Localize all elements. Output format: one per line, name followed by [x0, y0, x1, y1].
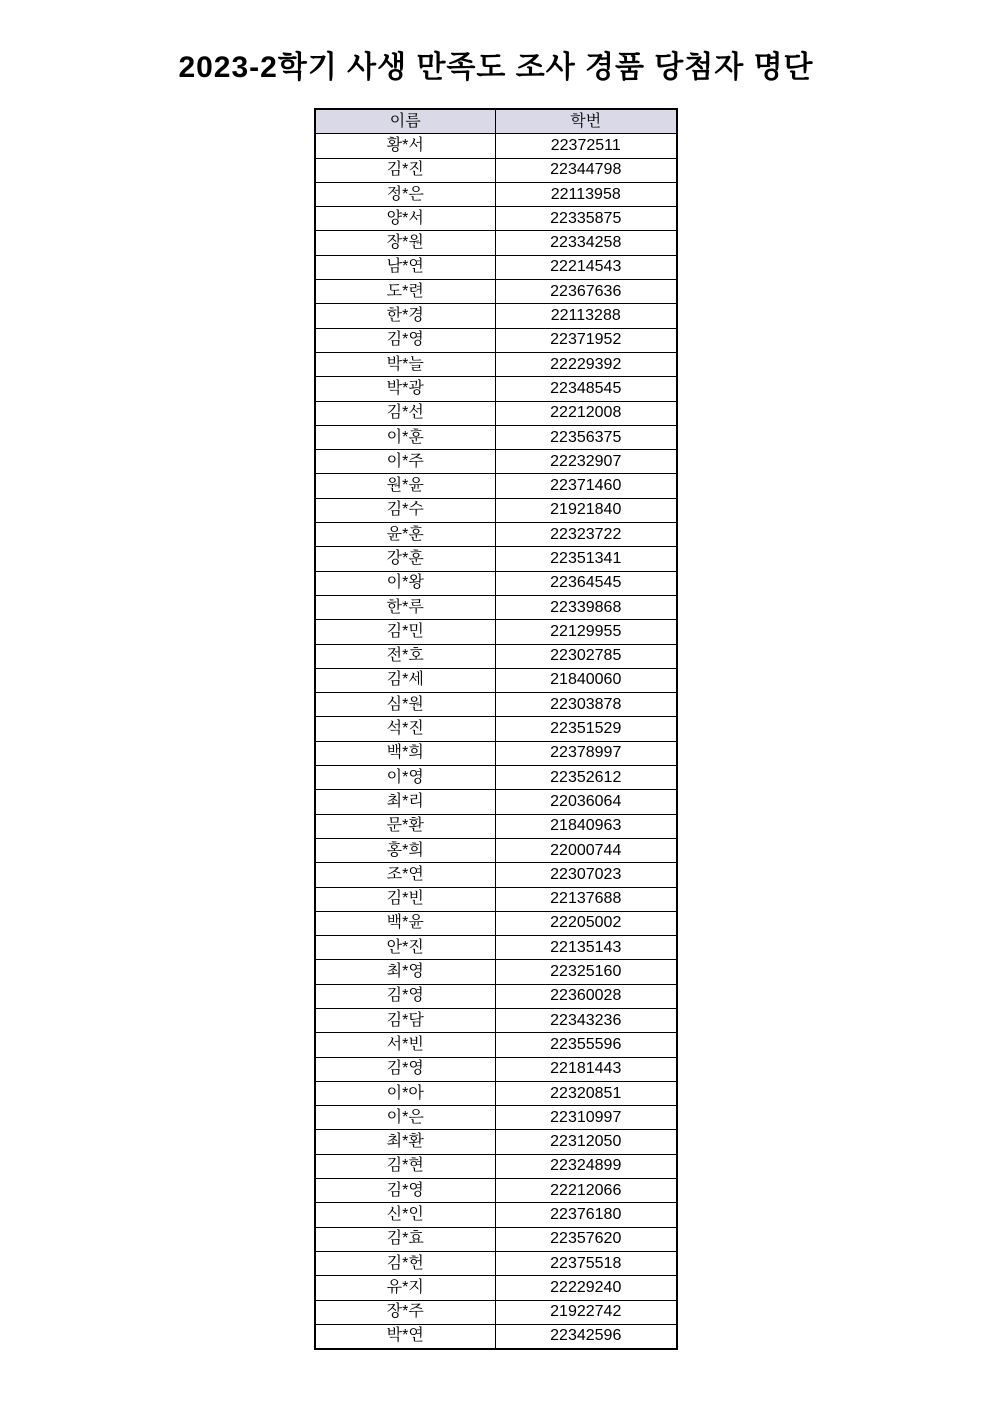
- table-row: [315, 887, 677, 911]
- name-cell: 장*원: [315, 231, 495, 255]
- table-row: [315, 304, 677, 328]
- student-id-cell: 22303878: [495, 693, 677, 717]
- student-id-cell: 22212066: [495, 1179, 677, 1203]
- student-id-cell: 22344798: [495, 158, 677, 182]
- table-row: [315, 1130, 677, 1154]
- name-cell: 김*담: [315, 1008, 495, 1032]
- student-id-cell: 22320851: [495, 1081, 677, 1105]
- student-id-cell: 22367636: [495, 280, 677, 304]
- table-row: [315, 620, 677, 644]
- student-id-cell: 22351341: [495, 547, 677, 571]
- name-cell: 김*선: [315, 401, 495, 425]
- name-cell: 김*영: [315, 1179, 495, 1203]
- student-id-cell: 22360028: [495, 984, 677, 1008]
- name-cell: 백*윤: [315, 911, 495, 935]
- student-id-cell: 22335875: [495, 207, 677, 231]
- name-cell: 도*련: [315, 280, 495, 304]
- table-row: [315, 717, 677, 741]
- student-id-cell: 22307023: [495, 863, 677, 887]
- student-id-cell: 22324899: [495, 1154, 677, 1178]
- table-body: [315, 134, 677, 1349]
- table-row: [315, 1300, 677, 1324]
- table-row: [315, 182, 677, 206]
- name-cell: 강*훈: [315, 547, 495, 571]
- student-id-cell: 22323722: [495, 523, 677, 547]
- table-header: [315, 109, 677, 134]
- name-cell: 김*현: [315, 1154, 495, 1178]
- name-cell: 홍*희: [315, 838, 495, 862]
- name-cell: 최*리: [315, 790, 495, 814]
- name-cell: 서*빈: [315, 1033, 495, 1057]
- header-row: [315, 109, 677, 134]
- student-id-cell: 22355596: [495, 1033, 677, 1057]
- name-cell: 이*훈: [315, 425, 495, 449]
- table-row: [315, 1179, 677, 1203]
- student-id-cell: 22312050: [495, 1130, 677, 1154]
- name-cell: 이*영: [315, 766, 495, 790]
- name-cell: 김*민: [315, 620, 495, 644]
- student-id-cell: 22325160: [495, 960, 677, 984]
- name-cell: 박*늘: [315, 352, 495, 376]
- name-cell: 김*영: [315, 328, 495, 352]
- name-cell: 조*연: [315, 863, 495, 887]
- student-id-cell: 22343236: [495, 1008, 677, 1032]
- student-id-cell: 22036064: [495, 790, 677, 814]
- student-id-cell: 21922742: [495, 1300, 677, 1324]
- name-cell: 김*진: [315, 158, 495, 182]
- student-id-cell: 22348545: [495, 377, 677, 401]
- student-id-cell: 22181443: [495, 1057, 677, 1081]
- name-cell: 황*서: [315, 134, 495, 158]
- table-row: [315, 571, 677, 595]
- student-id-cell: 22342596: [495, 1324, 677, 1349]
- table-row: [315, 425, 677, 449]
- student-id-cell: 22371460: [495, 474, 677, 498]
- winners-table: [314, 108, 678, 1350]
- name-cell: 신*인: [315, 1203, 495, 1227]
- student-id-cell: 22334258: [495, 231, 677, 255]
- table-row: [315, 474, 677, 498]
- column-header-student-id: 학번: [495, 109, 677, 134]
- table-row: [315, 1276, 677, 1300]
- name-cell: 김*헌: [315, 1251, 495, 1275]
- table-row: [315, 450, 677, 474]
- table-row: [315, 936, 677, 960]
- student-id-cell: 22339868: [495, 595, 677, 619]
- table-row: [315, 790, 677, 814]
- student-id-cell: 22205002: [495, 911, 677, 935]
- name-cell: 최*환: [315, 1130, 495, 1154]
- student-id-cell: 21840060: [495, 668, 677, 692]
- student-id-cell: 22357620: [495, 1227, 677, 1251]
- table-row: [315, 1154, 677, 1178]
- student-id-cell: 21840963: [495, 814, 677, 838]
- name-cell: 한*루: [315, 595, 495, 619]
- student-id-cell: 22129955: [495, 620, 677, 644]
- student-id-cell: 22135143: [495, 936, 677, 960]
- name-cell: 전*호: [315, 644, 495, 668]
- page-title: 2023-2학기 사생 만족도 조사 경품 당첨자 명단: [178, 51, 814, 84]
- table-row: [315, 523, 677, 547]
- student-id-cell: 22113958: [495, 182, 677, 206]
- name-cell: 문*환: [315, 814, 495, 838]
- student-id-cell: 22364545: [495, 571, 677, 595]
- table-row: [315, 547, 677, 571]
- table-row: [315, 1008, 677, 1032]
- table-row: [315, 352, 677, 376]
- name-cell: 유*지: [315, 1276, 495, 1300]
- name-cell: 김*세: [315, 668, 495, 692]
- table-row: [315, 668, 677, 692]
- table-row: [315, 766, 677, 790]
- name-cell: 최*영: [315, 960, 495, 984]
- table-row: [315, 595, 677, 619]
- table-row: [315, 255, 677, 279]
- student-id-cell: 22310997: [495, 1106, 677, 1130]
- name-cell: 김*영: [315, 1057, 495, 1081]
- table-row: [315, 644, 677, 668]
- table-row: [315, 1324, 677, 1349]
- table-row: [315, 863, 677, 887]
- name-cell: 석*진: [315, 717, 495, 741]
- table-row: [315, 693, 677, 717]
- name-cell: 김*효: [315, 1227, 495, 1251]
- student-id-cell: 22302785: [495, 644, 677, 668]
- column-header-name: 이름: [315, 109, 495, 134]
- name-cell: 백*희: [315, 741, 495, 765]
- table-row: [315, 1106, 677, 1130]
- table-row: [315, 328, 677, 352]
- student-id-cell: 22356375: [495, 425, 677, 449]
- table-row: [315, 960, 677, 984]
- name-cell: 이*주: [315, 450, 495, 474]
- name-cell: 안*진: [315, 936, 495, 960]
- student-id-cell: 22229392: [495, 352, 677, 376]
- table-row: [315, 401, 677, 425]
- name-cell: 김*영: [315, 984, 495, 1008]
- name-cell: 박*광: [315, 377, 495, 401]
- table-row: [315, 911, 677, 935]
- table-row: [315, 1033, 677, 1057]
- name-cell: 원*윤: [315, 474, 495, 498]
- table-row: [315, 134, 677, 158]
- student-id-cell: 22375518: [495, 1251, 677, 1275]
- table-container: [0, 108, 992, 1350]
- table-row: [315, 984, 677, 1008]
- name-cell: 윤*훈: [315, 523, 495, 547]
- table-row: [315, 741, 677, 765]
- student-id-cell: 22232907: [495, 450, 677, 474]
- student-id-cell: 22378997: [495, 741, 677, 765]
- student-id-cell: 22137688: [495, 887, 677, 911]
- table-row: [315, 231, 677, 255]
- name-cell: 이*왕: [315, 571, 495, 595]
- name-cell: 장*주: [315, 1300, 495, 1324]
- table-row: [315, 838, 677, 862]
- student-id-cell: 22371952: [495, 328, 677, 352]
- student-id-cell: 22212008: [495, 401, 677, 425]
- student-id-cell: 22229240: [495, 1276, 677, 1300]
- table-row: [315, 280, 677, 304]
- name-cell: 남*연: [315, 255, 495, 279]
- table-row: [315, 1227, 677, 1251]
- table-row: [315, 207, 677, 231]
- table-row: [315, 1057, 677, 1081]
- student-id-cell: 22376180: [495, 1203, 677, 1227]
- student-id-cell: 22113288: [495, 304, 677, 328]
- name-cell: 정*은: [315, 182, 495, 206]
- name-cell: 김*수: [315, 498, 495, 522]
- name-cell: 박*연: [315, 1324, 495, 1349]
- table-row: [315, 377, 677, 401]
- student-id-cell: 22351529: [495, 717, 677, 741]
- student-id-cell: 22214543: [495, 255, 677, 279]
- name-cell: 심*원: [315, 693, 495, 717]
- table-row: [315, 158, 677, 182]
- student-id-cell: 22352612: [495, 766, 677, 790]
- name-cell: 김*빈: [315, 887, 495, 911]
- table-row: [315, 498, 677, 522]
- table-row: [315, 814, 677, 838]
- name-cell: 이*아: [315, 1081, 495, 1105]
- table-row: [315, 1203, 677, 1227]
- name-cell: 한*경: [315, 304, 495, 328]
- table-row: [315, 1081, 677, 1105]
- student-id-cell: 22372511: [495, 134, 677, 158]
- table-row: [315, 1251, 677, 1275]
- name-cell: 양*서: [315, 207, 495, 231]
- student-id-cell: 21921840: [495, 498, 677, 522]
- name-cell: 이*은: [315, 1106, 495, 1130]
- student-id-cell: 22000744: [495, 838, 677, 862]
